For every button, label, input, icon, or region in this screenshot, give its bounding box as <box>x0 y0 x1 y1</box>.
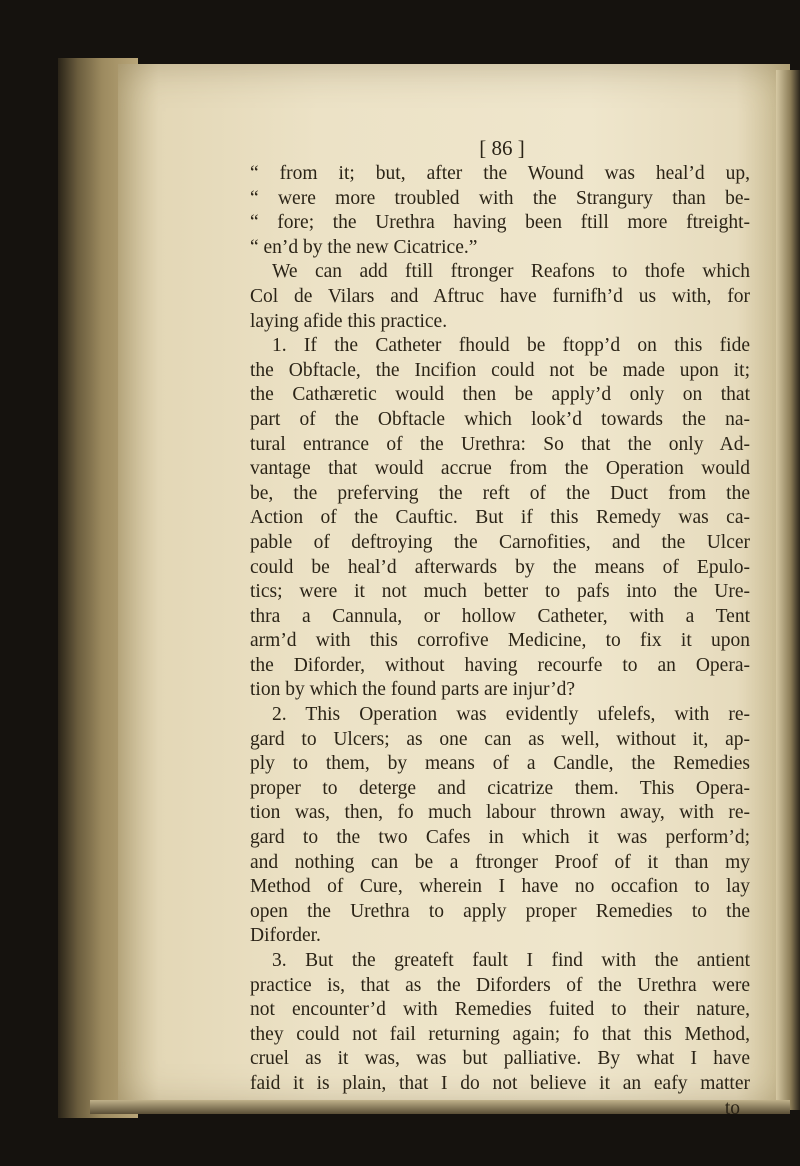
text-line: tural entrance of the Urethra: So that the only Ad- <box>250 433 750 455</box>
text-line: 2. This Operation was evidently ufelefs, with re- <box>272 704 750 726</box>
text-line: 3. But the greateft fault I find with the antient <box>272 950 750 971</box>
page-number-header: [ 86 ] <box>479 136 525 160</box>
text-line: Action of the Cauftic. But if this Remedy was ca- <box>250 507 750 529</box>
text-line: vantage that would accrue from the Operation would <box>250 458 750 480</box>
text-line: the Obftacle, the Incifion could not be made upon it; <box>250 359 750 381</box>
text-line: be, the preferving the reft of the Duct from the <box>250 482 750 504</box>
catchword: to <box>724 1097 740 1119</box>
text-line: could be heal’d afterwards by the means of Epulo- <box>250 556 750 578</box>
text-lines <box>250 162 750 1097</box>
text-line: and nothing can be a ftronger Proof of it than my <box>250 851 750 873</box>
text-line: gard to Ulcers; as one can as well, without it, ap- <box>250 728 750 750</box>
text-line: not encounter’d with Remedies fuited to their nature, <box>250 999 750 1021</box>
text-line: tion was, then, fo much labour thrown away, with re- <box>250 802 750 824</box>
text-line: We can add ftill ftronger Reafons to thofe which <box>272 261 750 283</box>
text-line: pable of deftroying the Carnofities, and the Ulcer <box>250 531 750 553</box>
text-line: tion by which the found parts are injur’d? <box>250 679 576 701</box>
text-line: cruel as it was, was but palliative. By what I have <box>250 1048 750 1070</box>
text-line: 1. If the Catheter fhould be ftopp’d on this fide <box>272 335 750 357</box>
text-line: Method of Cure, wherein I have no occafion to lay <box>250 876 750 898</box>
text-line: “ fore; the Urethra having been ftill more ftreight- <box>250 212 750 234</box>
text-line: ply to them, by means of a Candle, the Remedies <box>250 753 750 775</box>
page-text-block <box>250 136 750 1121</box>
text-line: tics; were it not much better to pafs into the Ure- <box>250 581 750 603</box>
text-line: part of the Obftacle which look’d towards the na- <box>250 408 750 430</box>
text-line: “ en’d by the new Cicatrice.” <box>250 236 478 258</box>
text-line: the Cathæretic would then be apply’d only on that <box>250 384 750 406</box>
text-line: Diforder. <box>250 925 321 947</box>
text-line: the Diforder, without having recourfe to an Opera- <box>250 654 750 676</box>
text-line: practice is, that as the Diforders of the Urethra were <box>250 974 750 996</box>
text-line: faid it is plain, that I do not believe it an eafy matter <box>250 1072 750 1094</box>
text-line: open the Urethra to apply proper Remedies to the <box>250 900 750 922</box>
text-line: laying afide this practice. <box>250 310 448 332</box>
text-line: thra a Cannula, or hollow Catheter, with a Tent <box>250 605 750 627</box>
text-line: arm’d with this corrofive Medicine, to fix it upon <box>250 630 750 652</box>
text-line: Col de Vilars and Aftruc have furnifh’d us with, for <box>250 285 750 307</box>
text-line: proper to deterge and cicatrize them. This Opera- <box>250 777 750 799</box>
text-line: “ from it; but, after the Wound was heal’d up, <box>250 163 750 184</box>
page-edge-right <box>776 70 800 1110</box>
text-line: they could not fail returning again; fo that this Method, <box>250 1023 750 1045</box>
text-line: gard to the two Cafes in which it was perform’d; <box>250 827 750 849</box>
text-line: “ were more troubled with the Strangury than be- <box>250 187 750 209</box>
